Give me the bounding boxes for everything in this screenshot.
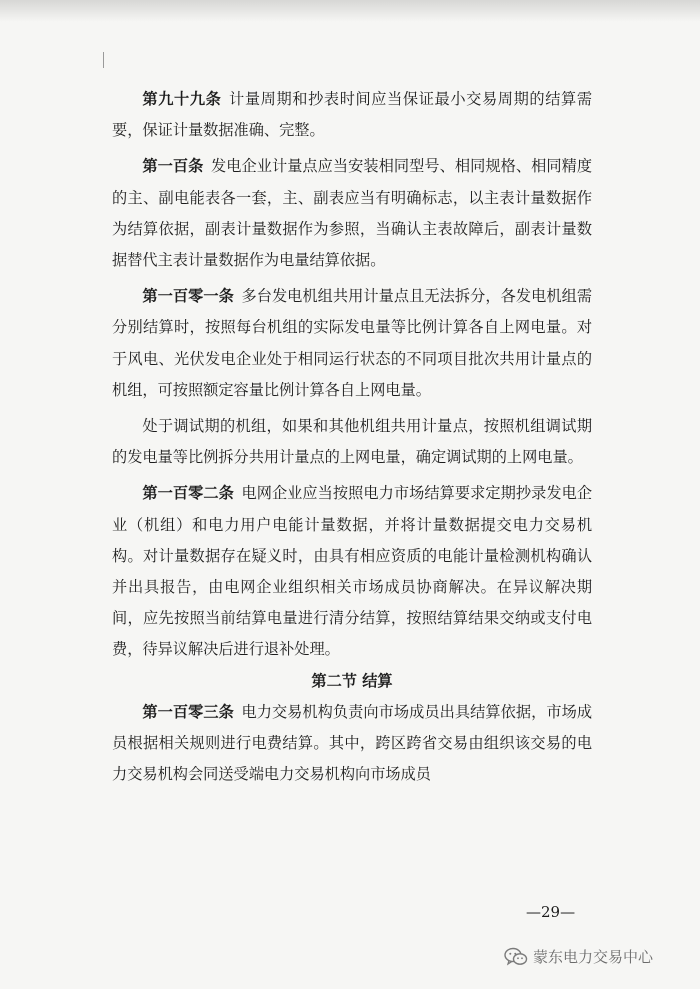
paragraph-article-101 (112, 281, 592, 406)
paragraph-text: 电力交易机构负责向市场成员出具结算依据，市场成员根据相关规则进行电费结算。其中，跨区跨省交易由组织该交易的电力交易机构会同送受端电力交易机构向市场成员 (112, 702, 593, 784)
paragraph-text: 电网企业应当按照电力市场结算要求定期抄录发电企业（机组）和电力用户电能计量数据，并将计量数据提交电力交易机构。对计量数据存在疑义时，由具有相应资质的电能计量检测机构确认并出具报告，由电网企业组织相关市场成员协商解决。在异议解决期间，应先按照当前结算电量进行清分结算，按照结算结果交纳或支付电费，待异议解决后进行退补处理。 (112, 484, 593, 659)
margin-mark (103, 52, 104, 68)
paragraph-text: 发电企业计量点应当安装相同型号、相同规格、相同精度的主、副电能表各一套，主、副表应当有明确标志，以主表计量数据作为结算依据，副表计量数据作为参照，当确认主表故障后，副表计量数据替代主表计量数据作为电量结算依据。 (112, 157, 593, 270)
paragraph-article-103 (112, 697, 592, 791)
article-number: 第九十九条 (142, 90, 222, 108)
paragraph-text: 处于调试期的机组，如果和其他机组共用计量点，按照机组调试期的发电量等比例拆分共用计量点的上网电量，确定调试期的上网电量。 (112, 417, 592, 467)
article-number: 第一百条 (142, 157, 204, 176)
article-number: 第一百零一条 (142, 287, 234, 306)
article-number: 第一百零二条 (142, 484, 234, 503)
watermark (504, 946, 653, 967)
paragraph-commissioning (112, 411, 592, 473)
scan-top-shadow (0, 0, 700, 22)
wechat-icon (504, 947, 528, 967)
page-number: —29— (526, 903, 576, 921)
article-number: 第一百零三条 (142, 702, 234, 721)
watermark-text: 蒙东电力交易中心 (533, 948, 654, 966)
paragraph-text: 多台发电机组共用计量点且无法拆分，各发电机组需分别结算时，按照每台机组的实际发电量等比例计算各自上网电量。对于风电、光伏发电企业处于相同运行状态的不同项目批次共用计量点的机组，可按照额定容量比例计算各自上网电量。 (112, 287, 593, 399)
paragraph-article-102 (112, 478, 592, 665)
paragraph-text: 计量周期和抄表时间应当保证最小交易周期的结算需要，保证计量数据准确、完整。 (112, 90, 593, 140)
section-heading: 第二节 结算 (311, 671, 393, 690)
paragraph-article-100 (112, 151, 592, 276)
document-body (112, 84, 592, 790)
paragraph-article-99 (112, 84, 592, 146)
